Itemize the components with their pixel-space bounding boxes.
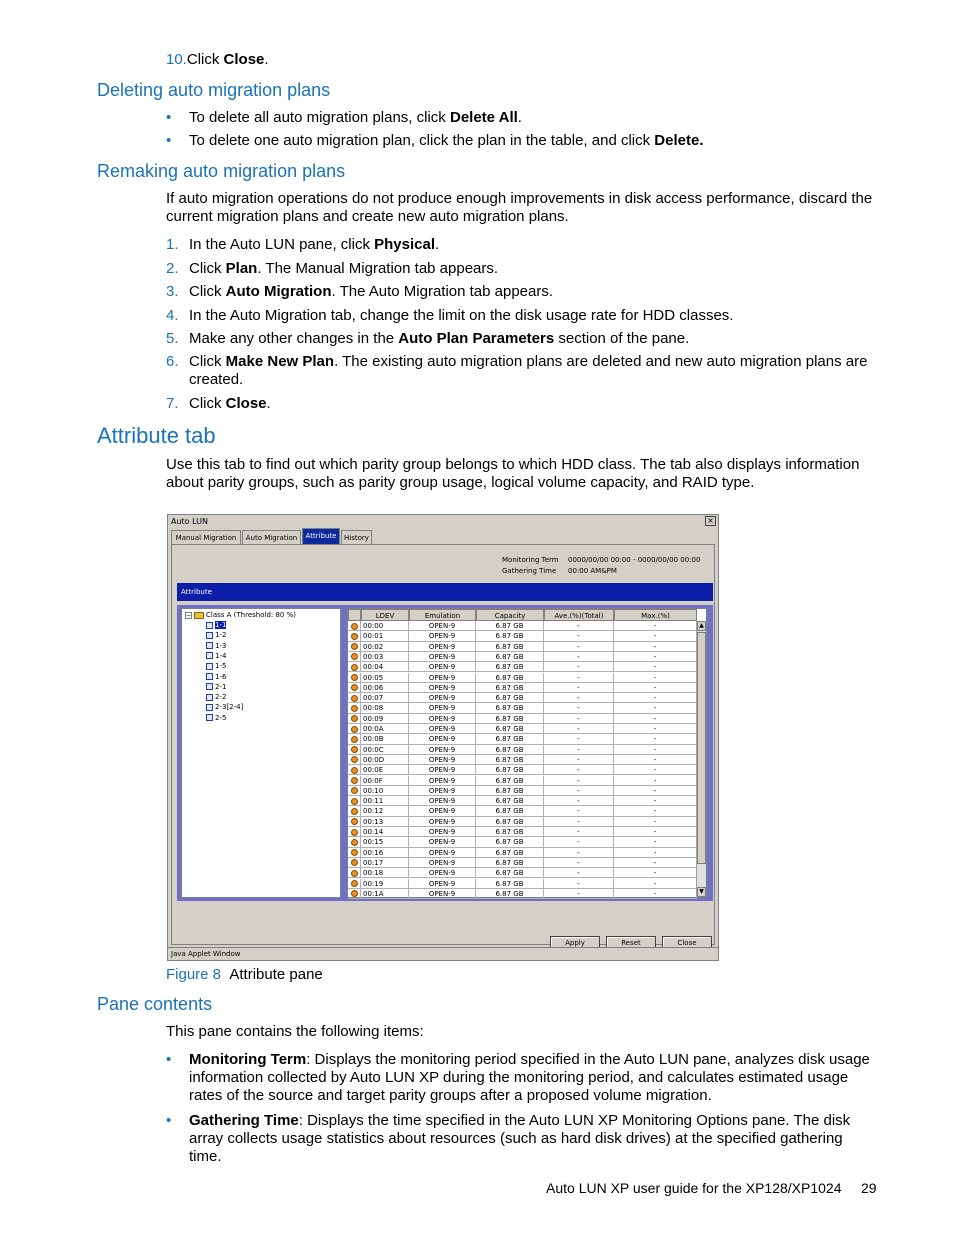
bullet-icon: • bbox=[166, 1112, 172, 1129]
table-row[interactable] bbox=[348, 734, 697, 744]
column-header-ave[interactable]: Ave.(%)(Total) bbox=[544, 609, 614, 621]
table-cell: 6.87 GB bbox=[476, 858, 544, 868]
column-header-capacity[interactable]: Capacity bbox=[476, 609, 544, 621]
table-cell: 6.87 GB bbox=[476, 724, 544, 734]
table-cell: - bbox=[614, 703, 697, 713]
folder-icon bbox=[194, 612, 204, 619]
apply-button[interactable]: Apply bbox=[550, 936, 600, 950]
table-cell: - bbox=[544, 662, 614, 672]
table-cell: OPEN-9 bbox=[409, 868, 476, 878]
table-row[interactable] bbox=[348, 837, 697, 847]
table-cell: 00:00 bbox=[361, 621, 409, 631]
table-cell: - bbox=[544, 734, 614, 744]
table-cell: OPEN-9 bbox=[409, 724, 476, 734]
monitoring-term-label: Monitoring Term bbox=[502, 556, 559, 564]
ldev-table bbox=[347, 608, 707, 898]
parity-group-icon bbox=[206, 673, 213, 680]
remake-step-7: 7. Click Close. bbox=[166, 395, 271, 412]
ldev-status-icon bbox=[348, 703, 361, 713]
table-cell: 00:0A bbox=[361, 724, 409, 734]
table-cell: 00:05 bbox=[361, 673, 409, 683]
table-cell: 6.87 GB bbox=[476, 827, 544, 837]
parity-group-icon bbox=[206, 632, 213, 639]
remake-step-2: 2. Click Plan. The Manual Migration tab appears. bbox=[166, 260, 499, 277]
table-cell: - bbox=[544, 703, 614, 713]
auto-lun-window bbox=[167, 514, 719, 961]
tree-item-label: 1-2 bbox=[215, 631, 227, 640]
parity-group-icon bbox=[206, 714, 213, 721]
table-cell: - bbox=[544, 837, 614, 847]
table-cell: - bbox=[614, 693, 697, 703]
tree-item[interactable] bbox=[206, 641, 226, 651]
ldev-status-icon bbox=[348, 817, 361, 827]
tree-item[interactable] bbox=[206, 702, 243, 712]
ldev-status-icon bbox=[348, 858, 361, 868]
table-row[interactable] bbox=[348, 724, 697, 734]
table-cell: - bbox=[614, 889, 697, 899]
table-cell: 6.87 GB bbox=[476, 703, 544, 713]
ldev-status-icon bbox=[348, 889, 361, 899]
table-row[interactable] bbox=[348, 848, 697, 858]
table-cell: - bbox=[614, 642, 697, 652]
tab-history[interactable]: History bbox=[341, 530, 372, 544]
table-row[interactable] bbox=[348, 868, 697, 878]
table-cell: OPEN-9 bbox=[409, 745, 476, 755]
table-cell: OPEN-9 bbox=[409, 786, 476, 796]
table-cell: 00:09 bbox=[361, 714, 409, 724]
table-row[interactable] bbox=[348, 642, 697, 652]
table-cell: - bbox=[614, 827, 697, 837]
ldev-status-icon bbox=[348, 631, 361, 641]
table-cell: 00:13 bbox=[361, 817, 409, 827]
table-cell: - bbox=[614, 848, 697, 858]
table-cell: OPEN-9 bbox=[409, 755, 476, 765]
reset-button[interactable]: Reset bbox=[606, 936, 656, 950]
tree-item-label: 2-5 bbox=[215, 713, 227, 722]
table-cell: - bbox=[614, 745, 697, 755]
table-row[interactable] bbox=[348, 879, 697, 889]
tree-item[interactable] bbox=[206, 630, 226, 640]
table-cell: - bbox=[614, 755, 697, 765]
tab-auto-migration[interactable]: Auto Migration bbox=[242, 530, 301, 544]
table-cell: OPEN-9 bbox=[409, 858, 476, 868]
bullet-icon: • bbox=[166, 109, 172, 126]
table-cell: - bbox=[544, 621, 614, 631]
ldev-status-icon bbox=[348, 776, 361, 786]
tree-root[interactable]: − Class A (Threshold: 80 %) bbox=[186, 611, 296, 619]
table-cell: - bbox=[614, 858, 697, 868]
table-cell: 00:07 bbox=[361, 693, 409, 703]
table-cell: OPEN-9 bbox=[409, 765, 476, 775]
table-cell: - bbox=[544, 776, 614, 786]
table-cell: OPEN-9 bbox=[409, 734, 476, 744]
parity-group-icon bbox=[206, 652, 213, 659]
column-header-emulation[interactable]: Emulation bbox=[409, 609, 476, 621]
tree-item[interactable] bbox=[206, 692, 226, 702]
monitoring-term-value: 0000/00/00 00:00 - 0000/00/00 00:00 bbox=[568, 556, 701, 564]
tree-item-label: 1-4 bbox=[215, 651, 227, 660]
figure-label: Figure 8 bbox=[166, 966, 222, 983]
attribute-panel bbox=[171, 544, 715, 945]
table-cell: 6.87 GB bbox=[476, 755, 544, 765]
scroll-down-icon[interactable]: ▼ bbox=[697, 887, 706, 897]
table-row[interactable] bbox=[348, 703, 697, 713]
table-cell: - bbox=[614, 786, 697, 796]
table-row[interactable] bbox=[348, 817, 697, 827]
table-cell: 6.87 GB bbox=[476, 621, 544, 631]
deleting-bullet-2: • To delete one auto migration plan, click the plan in the table, and click Delete. bbox=[166, 132, 704, 149]
table-cell: OPEN-9 bbox=[409, 827, 476, 837]
table-cell: - bbox=[544, 631, 614, 641]
table-cell: OPEN-9 bbox=[409, 848, 476, 858]
table-cell: 6.87 GB bbox=[476, 662, 544, 672]
table-cell: 00:0C bbox=[361, 745, 409, 755]
table-cell: - bbox=[544, 786, 614, 796]
table-cell: - bbox=[614, 662, 697, 672]
tree-item-label: 2-1 bbox=[215, 682, 227, 691]
table-cell: 6.87 GB bbox=[476, 714, 544, 724]
parity-group-icon bbox=[206, 663, 213, 670]
tree-item-label: 2-3[2-4] bbox=[215, 703, 244, 712]
table-cell: - bbox=[544, 652, 614, 662]
remake-step-6: 6. Click Make New Plan. The existing auto migration plans are deleted and new auto migration plans are created. bbox=[166, 353, 868, 388]
table-cell: OPEN-9 bbox=[409, 703, 476, 713]
pane-bullet-gathering-time: • Gathering Time: Displays the time specified in the Auto LUN XP Monitoring Options pane. The disk array collects usage statistics about resources (such as hard disk drives) at the specified gathering time. bbox=[166, 1112, 851, 1165]
table-cell: OPEN-9 bbox=[409, 693, 476, 703]
remake-step-5: 5. Make any other changes in the Auto Plan Parameters section of the pane. bbox=[166, 330, 690, 347]
ldev-status-icon bbox=[348, 683, 361, 693]
table-cell: OPEN-9 bbox=[409, 796, 476, 806]
table-cell: - bbox=[614, 673, 697, 683]
ldev-status-icon bbox=[348, 848, 361, 858]
tree-item[interactable] bbox=[206, 672, 226, 682]
table-cell: - bbox=[544, 755, 614, 765]
table-cell: 00:0F bbox=[361, 776, 409, 786]
table-cell: - bbox=[544, 806, 614, 816]
ldev-status-icon bbox=[348, 745, 361, 755]
table-row[interactable] bbox=[348, 786, 697, 796]
table-cell: - bbox=[614, 734, 697, 744]
ldev-status-icon bbox=[348, 827, 361, 837]
heading-deleting: Deleting auto migration plans bbox=[97, 80, 331, 100]
table-cell: - bbox=[614, 806, 697, 816]
table-cell: - bbox=[544, 714, 614, 724]
scroll-thumb[interactable] bbox=[697, 632, 706, 864]
class-tree bbox=[181, 608, 341, 898]
table-header bbox=[348, 609, 697, 621]
ldev-status-icon bbox=[348, 837, 361, 847]
table-cell: OPEN-9 bbox=[409, 879, 476, 889]
page-number: 29 bbox=[860, 1180, 877, 1196]
table-cell: 6.87 GB bbox=[476, 683, 544, 693]
tree-item-label: 1-6 bbox=[215, 672, 227, 681]
ldev-status-icon bbox=[348, 714, 361, 724]
table-cell: 6.87 GB bbox=[476, 745, 544, 755]
gathering-time-value: 00:00 AM&PM bbox=[568, 567, 617, 575]
table-cell: - bbox=[614, 724, 697, 734]
table-cell: - bbox=[544, 827, 614, 837]
table-row[interactable] bbox=[348, 662, 697, 672]
table-cell: 00:03 bbox=[361, 652, 409, 662]
table-cell: OPEN-9 bbox=[409, 662, 476, 672]
gathering-time-label: Gathering Time bbox=[502, 567, 557, 575]
table-cell: 00:12 bbox=[361, 806, 409, 816]
vertical-scrollbar[interactable] bbox=[696, 621, 706, 897]
table-row[interactable] bbox=[348, 858, 697, 868]
table-row[interactable] bbox=[348, 755, 697, 765]
table-cell: - bbox=[544, 642, 614, 652]
table-cell: - bbox=[614, 621, 697, 631]
table-cell: 6.87 GB bbox=[476, 642, 544, 652]
ldev-status-icon bbox=[348, 796, 361, 806]
step-10: 10.Click Close. bbox=[166, 51, 269, 68]
ldev-status-icon bbox=[348, 879, 361, 889]
tree-item[interactable] bbox=[206, 620, 226, 630]
table-cell: 6.87 GB bbox=[476, 776, 544, 786]
ldev-status-icon bbox=[348, 673, 361, 683]
status-bar: Java Applet Window bbox=[168, 947, 718, 960]
tree-item[interactable] bbox=[206, 661, 226, 671]
table-cell: - bbox=[614, 652, 697, 662]
table-cell: 00:15 bbox=[361, 837, 409, 847]
attribute-content bbox=[177, 605, 713, 901]
parity-group-icon bbox=[206, 704, 213, 711]
table-cell: - bbox=[614, 631, 697, 641]
table-cell: 6.87 GB bbox=[476, 673, 544, 683]
table-cell: 00:16 bbox=[361, 848, 409, 858]
attribute-intro: Use this tab to find out which parity group belongs to which HDD class. The tab also displays information about parity groups, such as parity group usage, logical volume capacity, and RAID type. bbox=[166, 456, 860, 491]
pane-bullet-monitoring-term: • Monitoring Term: Displays the monitoring period specified in the Auto LUN pane, analyzes disk usage information collected by Auto LUN XP during the monitoring period, and calculates estimated usage rates of the source and target parity groups after a proposed volume migration. bbox=[166, 1051, 870, 1104]
table-cell: 6.87 GB bbox=[476, 889, 544, 899]
table-cell: 6.87 GB bbox=[476, 631, 544, 641]
table-row[interactable] bbox=[348, 621, 697, 631]
table-cell: - bbox=[544, 889, 614, 899]
table-cell: - bbox=[614, 817, 697, 827]
deleting-bullet-1: • To delete all auto migration plans, click Delete All. bbox=[166, 109, 522, 126]
table-cell: OPEN-9 bbox=[409, 683, 476, 693]
tree-item-label: 1-5 bbox=[215, 662, 227, 671]
table-cell: - bbox=[614, 714, 697, 724]
pane-contents-intro: This pane contains the following items: bbox=[166, 1023, 424, 1040]
table-cell: - bbox=[544, 848, 614, 858]
column-header-icon bbox=[348, 609, 361, 621]
table-cell: 6.87 GB bbox=[476, 796, 544, 806]
tree-item-label: 2-2 bbox=[215, 693, 227, 702]
table-cell: - bbox=[544, 879, 614, 889]
table-cell: OPEN-9 bbox=[409, 817, 476, 827]
tree-item[interactable] bbox=[206, 651, 226, 661]
bullet-icon: • bbox=[166, 1051, 172, 1068]
table-cell: 00:0B bbox=[361, 734, 409, 744]
table-row[interactable] bbox=[348, 683, 697, 693]
table-cell: 00:06 bbox=[361, 683, 409, 693]
ldev-status-icon bbox=[348, 652, 361, 662]
close-icon[interactable]: × bbox=[705, 516, 716, 526]
ldev-status-icon bbox=[348, 734, 361, 744]
parity-group-icon bbox=[206, 642, 213, 649]
table-cell: - bbox=[614, 796, 697, 806]
tree-item-label: 1-1 bbox=[215, 621, 227, 629]
table-cell: 6.87 GB bbox=[476, 765, 544, 775]
table-cell: - bbox=[614, 776, 697, 786]
table-row[interactable] bbox=[348, 745, 697, 755]
table-row[interactable] bbox=[348, 673, 697, 683]
table-cell: 6.87 GB bbox=[476, 806, 544, 816]
table-cell: OPEN-9 bbox=[409, 652, 476, 662]
parity-group-icon bbox=[206, 683, 213, 690]
table-cell: OPEN-9 bbox=[409, 642, 476, 652]
table-cell: - bbox=[614, 868, 697, 878]
tab-manual-migration[interactable]: Manual Migration bbox=[171, 530, 241, 544]
remake-step-3: 3. Click Auto Migration. The Auto Migration tab appears. bbox=[166, 283, 554, 300]
table-cell: - bbox=[544, 693, 614, 703]
table-row[interactable] bbox=[348, 765, 697, 775]
ldev-status-icon bbox=[348, 765, 361, 775]
table-cell: 6.87 GB bbox=[476, 734, 544, 744]
remake-step-4: 4. In the Auto Migration tab, change the limit on the disk usage rate for HDD classes. bbox=[166, 307, 734, 324]
table-row[interactable] bbox=[348, 631, 697, 641]
table-cell: 00:18 bbox=[361, 868, 409, 878]
table-cell: OPEN-9 bbox=[409, 621, 476, 631]
table-cell: 00:11 bbox=[361, 796, 409, 806]
figure-caption: Figure 8 Attribute pane bbox=[166, 966, 323, 983]
table-cell: - bbox=[614, 683, 697, 693]
table-cell: 00:14 bbox=[361, 827, 409, 837]
table-row[interactable] bbox=[348, 827, 697, 837]
table-cell: - bbox=[544, 683, 614, 693]
heading-remaking: Remaking auto migration plans bbox=[97, 161, 346, 181]
window-title: Auto LUN bbox=[171, 517, 209, 526]
table-cell: 6.87 GB bbox=[476, 879, 544, 889]
table-cell: - bbox=[544, 868, 614, 878]
table-cell: 00:08 bbox=[361, 703, 409, 713]
close-button[interactable]: Close bbox=[662, 936, 712, 950]
table-cell: 00:19 bbox=[361, 879, 409, 889]
table-cell: 00:0D bbox=[361, 755, 409, 765]
table-cell: 00:0E bbox=[361, 765, 409, 775]
table-cell: OPEN-9 bbox=[409, 673, 476, 683]
table-cell: 00:02 bbox=[361, 642, 409, 652]
window-titlebar bbox=[168, 515, 718, 528]
table-cell: - bbox=[614, 765, 697, 775]
table-cell: OPEN-9 bbox=[409, 837, 476, 847]
ldev-status-icon bbox=[348, 755, 361, 765]
table-cell: 6.87 GB bbox=[476, 837, 544, 847]
table-cell: - bbox=[544, 858, 614, 868]
tab-attribute[interactable]: Attribute bbox=[302, 528, 340, 544]
scroll-up-icon[interactable]: ▲ bbox=[697, 621, 706, 631]
table-cell: 00:1A bbox=[361, 889, 409, 899]
table-cell: OPEN-9 bbox=[409, 776, 476, 786]
ldev-status-icon bbox=[348, 806, 361, 816]
table-cell: OPEN-9 bbox=[409, 714, 476, 724]
table-cell: 00:17 bbox=[361, 858, 409, 868]
table-cell: 6.87 GB bbox=[476, 786, 544, 796]
table-row[interactable] bbox=[348, 652, 697, 662]
tree-item[interactable] bbox=[206, 682, 226, 692]
table-cell: 6.87 GB bbox=[476, 868, 544, 878]
table-row[interactable] bbox=[348, 889, 697, 899]
table-cell: - bbox=[544, 724, 614, 734]
table-cell: 6.87 GB bbox=[476, 848, 544, 858]
table-cell: 6.87 GB bbox=[476, 652, 544, 662]
parity-group-icon bbox=[206, 622, 213, 629]
table-cell: - bbox=[614, 837, 697, 847]
parity-group-icon bbox=[206, 694, 213, 701]
ldev-status-icon bbox=[348, 868, 361, 878]
table-cell: 00:10 bbox=[361, 786, 409, 796]
table-cell: OPEN-9 bbox=[409, 631, 476, 641]
remaking-intro: If auto migration operations do not produce enough improvements in disk access performance, discard the current migration plans and create new auto migration plans. bbox=[166, 190, 873, 225]
ldev-status-icon bbox=[348, 693, 361, 703]
ldev-status-icon bbox=[348, 662, 361, 672]
table-row[interactable] bbox=[348, 796, 697, 806]
ldev-status-icon bbox=[348, 786, 361, 796]
table-cell: 00:04 bbox=[361, 662, 409, 672]
bullet-icon: • bbox=[166, 132, 172, 149]
heading-attribute-tab: Attribute tab bbox=[97, 423, 216, 448]
ldev-status-icon bbox=[348, 642, 361, 652]
tree-item-label: 1-3 bbox=[215, 641, 227, 650]
ldev-status-icon bbox=[348, 621, 361, 631]
table-row[interactable] bbox=[348, 776, 697, 786]
footer-title: Auto LUN XP user guide for the XP128/XP1024 bbox=[546, 1180, 842, 1196]
table-cell: - bbox=[544, 673, 614, 683]
table-row[interactable] bbox=[348, 693, 697, 703]
attribute-header-bar: Attribute bbox=[177, 583, 713, 601]
table-cell: 6.87 GB bbox=[476, 817, 544, 827]
table-cell: - bbox=[544, 817, 614, 827]
table-cell: - bbox=[544, 765, 614, 775]
table-cell: - bbox=[614, 879, 697, 889]
column-header-max[interactable]: Max.(%) bbox=[614, 609, 697, 621]
step-number: 10. bbox=[166, 51, 187, 68]
collapse-icon[interactable]: − bbox=[186, 611, 192, 619]
table-cell: OPEN-9 bbox=[409, 806, 476, 816]
table-cell: 00:01 bbox=[361, 631, 409, 641]
tree-item[interactable] bbox=[206, 713, 226, 723]
table-cell: - bbox=[544, 745, 614, 755]
heading-pane-contents: Pane contents bbox=[97, 994, 213, 1014]
table-cell: 6.87 GB bbox=[476, 693, 544, 703]
table-cell: OPEN-9 bbox=[409, 889, 476, 899]
table-row[interactable] bbox=[348, 806, 697, 816]
table-cell: - bbox=[544, 796, 614, 806]
table-row[interactable] bbox=[348, 714, 697, 724]
ldev-status-icon bbox=[348, 724, 361, 734]
column-header-ldev[interactable]: LDEV bbox=[361, 609, 409, 621]
footer bbox=[546, 1180, 877, 1196]
remake-step-1: 1. In the Auto LUN pane, click Physical. bbox=[166, 236, 440, 253]
